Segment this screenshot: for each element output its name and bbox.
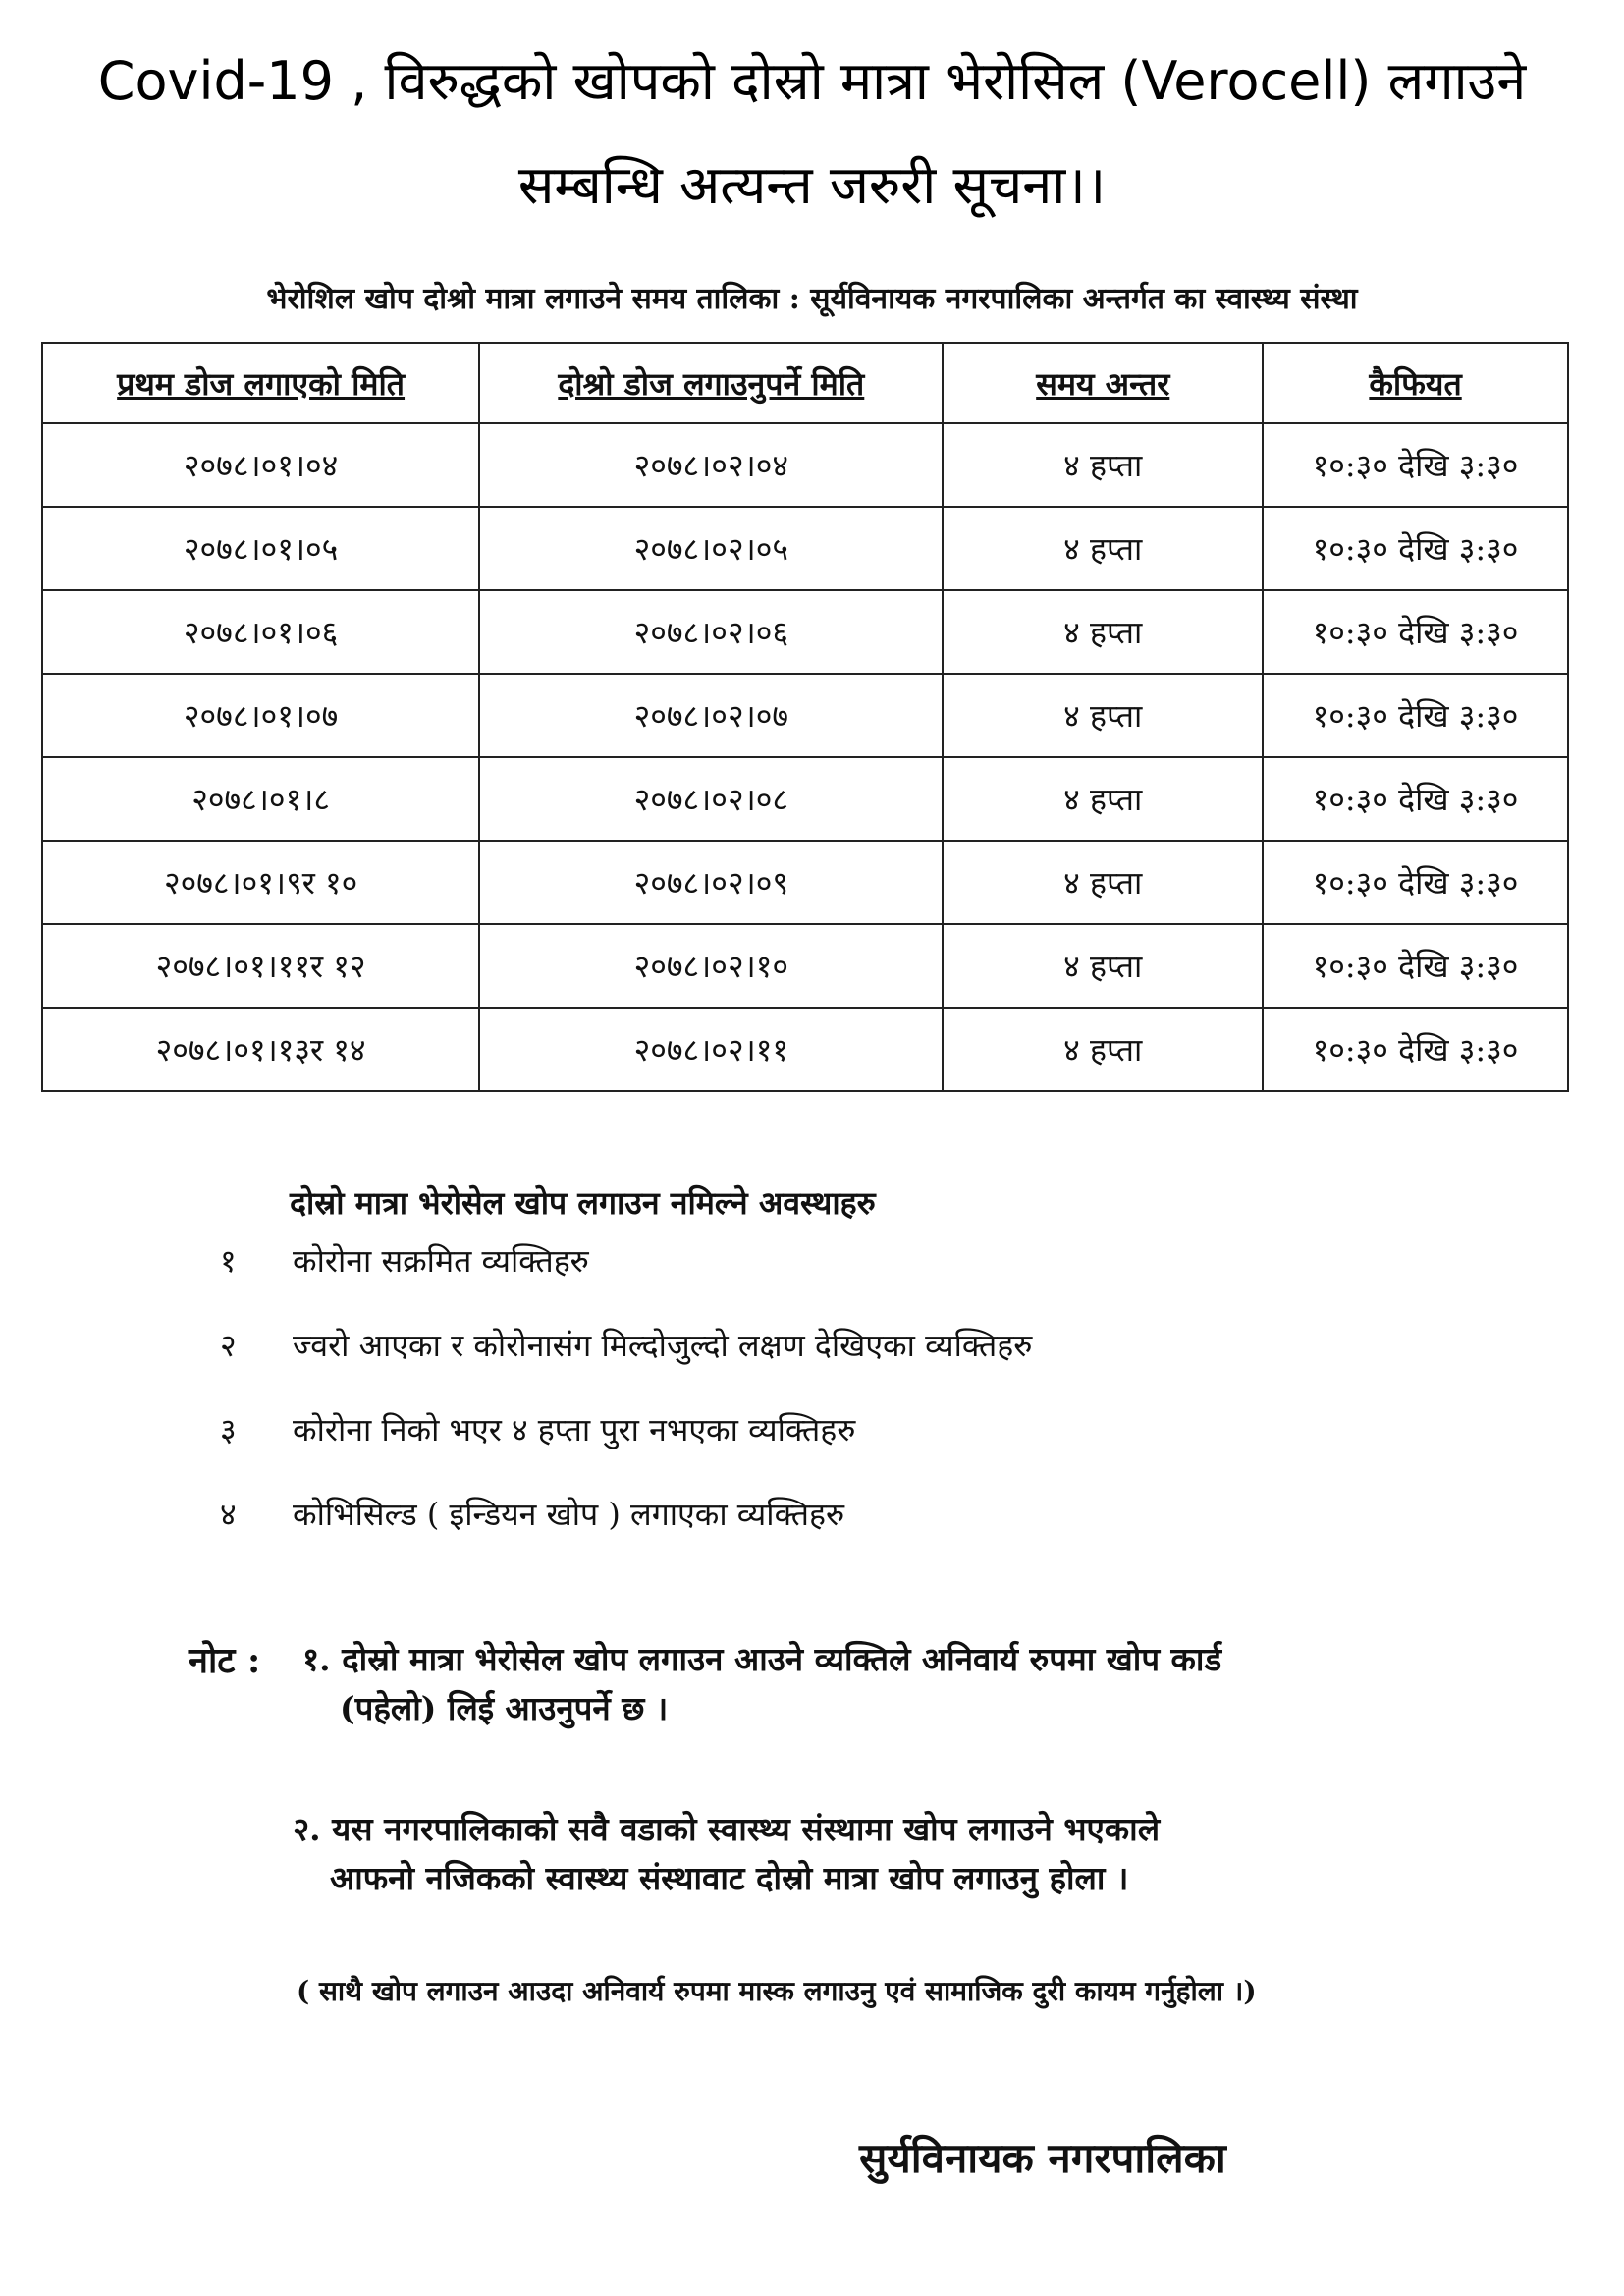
remarks: १०:३० देखि ३:३० (1263, 1008, 1568, 1091)
table-row (42, 1008, 1568, 1091)
time-interval: ४ हप्ता (943, 757, 1263, 841)
table-row (42, 757, 1568, 841)
second-dose-date: २०७८।०२।०७ (479, 674, 943, 757)
remarks: १०:३० देखि ३:३० (1263, 423, 1568, 507)
note-1 (302, 1635, 1481, 1733)
first-dose-date: २०७८।०१।०४ (42, 423, 479, 507)
table-header-row (42, 343, 1568, 423)
second-dose-date: २०७८।०२।०४ (479, 423, 943, 507)
list-item-number: ४ (220, 1496, 237, 1533)
table-row (42, 507, 1568, 590)
notice-title (0, 29, 1624, 238)
time-interval: ४ हप्ता (943, 924, 1263, 1008)
title-line-1: Covid-19 , विरुद्धको खोपको दोस्रो मात्रा भेरोसिल (Verocell) लगाउने (97, 50, 1527, 112)
first-dose-date: २०७८।०१।९र १० (42, 841, 479, 924)
municipality-signature: सुर्यविनायक नगरपालिका (859, 2134, 1226, 2182)
second-dose-date: २०७८।०२।०५ (479, 507, 943, 590)
list-item-text: कोभिसिल्ड ( इन्डियन खोप ) लगाएका व्यक्तिहरु (293, 1496, 845, 1533)
first-dose-date: २०७८।०१।८ (42, 757, 479, 841)
remarks: १०:३० देखि ३:३० (1263, 757, 1568, 841)
first-dose-date: २०७८।०१।०६ (42, 590, 479, 674)
header-time-interval: समय अन्तर (943, 343, 1263, 423)
vaccination-schedule-table (41, 342, 1569, 1092)
first-dose-date: २०७८।०१।०५ (42, 507, 479, 590)
list-item-number: १ (220, 1242, 237, 1280)
note-2-line-1: २. यस नगरपालिकाको सवै वडाको स्वास्थ्य संस्थामा खोप लगाउने भएकाले (293, 1810, 1161, 1848)
second-dose-date: २०७८।०२।१० (479, 924, 943, 1008)
remarks: १०:३० देखि ३:३० (1263, 590, 1568, 674)
remarks: १०:३० देखि ३:३० (1263, 841, 1568, 924)
second-dose-date: २०७८।०२।०८ (479, 757, 943, 841)
second-dose-date: २०७८।०२।११ (479, 1008, 943, 1091)
time-interval: ४ हप्ता (943, 423, 1263, 507)
header-first-dose-date: प्रथम डोज लगाएको मिति (42, 343, 479, 423)
second-dose-date: २०७८।०२।०९ (479, 841, 943, 924)
remarks: १०:३० देखि ३:३० (1263, 674, 1568, 757)
title-line-2: सम्बन्धि अत्यन्त जरुरी सूचना।। (517, 154, 1107, 216)
note-1-line-2: (पहेलो) लिई आउनुपर्ने छ । (340, 1689, 669, 1727)
list-item-text: ज्वरो आएका र कोरोनासंग मिल्दोजुल्दो लक्षण देखिएका व्यक्तिहरु (293, 1327, 1033, 1364)
table-row (42, 423, 1568, 507)
first-dose-date: २०७८।०१।११र १२ (42, 924, 479, 1008)
ineligibility-heading: दोस्रो मात्रा भेरोसेल खोप लगाउन नमिल्ने अवस्थाहरु (290, 1184, 876, 1222)
time-interval: ४ हप्ता (943, 841, 1263, 924)
remarks: १०:३० देखि ३:३० (1263, 507, 1568, 590)
note-1-line-1: १. दोस्रो मात्रा भेरोसेल खोप लगाउन आउने व्यक्तिले अनिवार्य रुपमा खोप कार्ड (302, 1640, 1222, 1678)
schedule-caption: भेरोशिल खोप दोश्रो मात्रा लगाउने समय तालिका : सूर्यविनायक नगरपालिका अन्तर्गत का स्वास्थ्य संस्था (266, 282, 1358, 316)
note-label: नोट : (189, 1640, 261, 1681)
list-item-text: कोरोना सक्रमित व्यक्तिहरु (293, 1242, 589, 1280)
header-remarks: कैफियत (1263, 343, 1568, 423)
header-second-dose-date: दोश्रो डोज लगाउनुपर्ने मिति (479, 343, 943, 423)
time-interval: ४ हप्ता (943, 1008, 1263, 1091)
time-interval: ४ हप्ता (943, 674, 1263, 757)
table-row (42, 841, 1568, 924)
second-dose-date: २०७८।०२।०६ (479, 590, 943, 674)
table-row (42, 674, 1568, 757)
time-interval: ४ हप्ता (943, 590, 1263, 674)
note-2 (293, 1805, 1520, 1903)
mask-remark: ( साथै खोप लगाउन आउदा अनिवार्य रुपमा मास्क लगाउनु एवं सामाजिक दुरी कायम गर्नुहोला ।) (297, 1975, 1257, 2007)
remarks: १०:३० देखि ३:३० (1263, 924, 1568, 1008)
table-row (42, 590, 1568, 674)
list-item-number: २ (220, 1327, 237, 1364)
first-dose-date: २०७८।०१।१३र १४ (42, 1008, 479, 1091)
time-interval: ४ हप्ता (943, 507, 1263, 590)
note-2-line-2: आफनो नजिकको स्वास्थ्य संस्थावाट दोस्रो मात्रा खोप लगाउनु होला । (330, 1859, 1129, 1897)
list-item-text: कोरोना निको भएर ४ हप्ता पुरा नभएका व्यक्तिहरु (293, 1411, 856, 1449)
table-row (42, 924, 1568, 1008)
first-dose-date: २०७८।०१।०७ (42, 674, 479, 757)
list-item-number: ३ (220, 1411, 237, 1449)
